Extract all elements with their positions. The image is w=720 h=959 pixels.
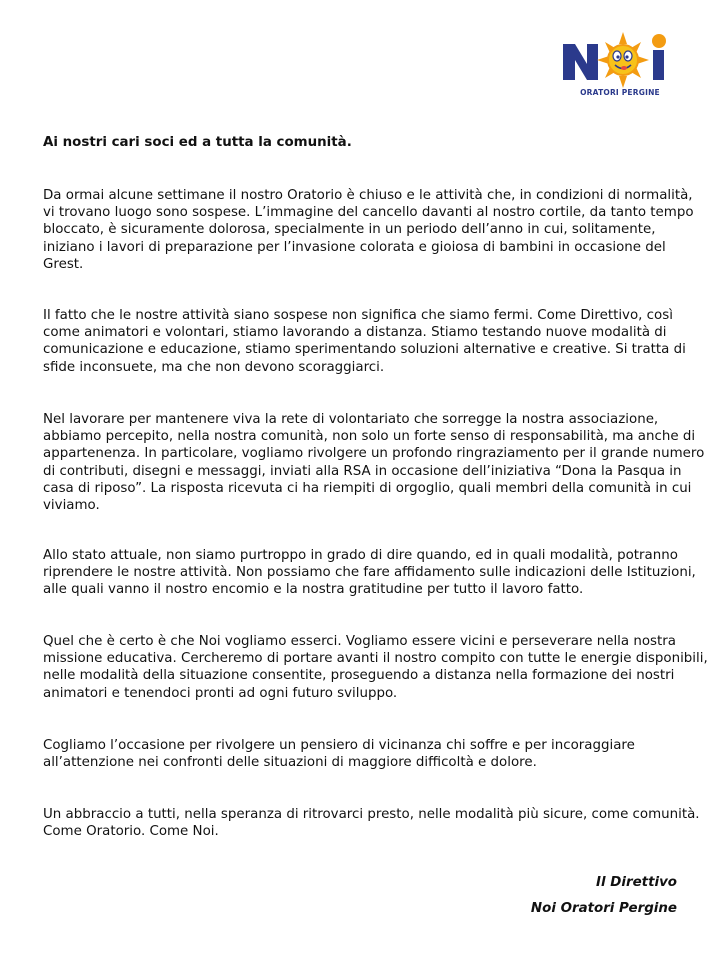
noi-oratori-logo xyxy=(561,30,679,102)
text-line: iniziano i lavori di preparazione per l’invasione colorata e gioiosa di bambini in occasione del xyxy=(43,239,666,255)
paragraph-6 xyxy=(43,737,693,771)
text-line: appartenenza. In particolare, vogliamo rivolgere un profondo ringraziamento per il grande numero xyxy=(43,446,705,462)
signature-organization: Noi Oratori Pergine xyxy=(530,901,677,916)
text-line: casa di riposo”. La risposta ricevuta ci ha riempiti di orgoglio, quali membri della comunità in cui xyxy=(43,480,692,496)
text-line: alle quali vanno il nostro encomio e la nostra gratitudine per tutto il lavoro fatto. xyxy=(43,582,584,598)
text-line: riprendere le nostre attività. Non possiamo che fare affidamento sulle indicazioni delle Istituzioni, xyxy=(43,565,696,581)
paragraph-2 xyxy=(43,307,693,376)
text-line: Da ormai alcune settimane il nostro Oratorio è chiuso e le attività che, in condizioni di normalità, xyxy=(43,188,693,203)
text-line: Come Oratorio. Come Noi. xyxy=(43,824,219,840)
paragraph-7 xyxy=(43,806,700,840)
text-line: viviamo. xyxy=(43,498,100,514)
paragraph-4 xyxy=(43,547,696,599)
text-line: vi trovano luogo sono sospese. L’immagine del cancello davanti al nostro cortile, da tanto tempo xyxy=(43,205,694,221)
text-line: Quel che è certo è che Noi vogliamo esserci. Vogliamo essere vicini e perseverare nella nostra xyxy=(43,634,676,649)
noi-logo-mark xyxy=(561,30,679,88)
text-line: bloccato, è sicuramente dolorosa, specialmente in un periodo dell’anno in cui, solitamente, xyxy=(43,222,656,238)
text-line: Allo stato attuale, non siamo purtroppo in grado di dire quando, ed in quali modalità, potranno xyxy=(43,548,678,563)
logo-caption: ORATORI PERGINE xyxy=(580,88,660,97)
paragraph-1 xyxy=(43,187,693,273)
text-line: Grest. xyxy=(43,256,84,272)
text-line: Un abbraccio a tutti, nella speranza di ritrovarci presto, nelle modalità più sicure, come comunità. xyxy=(43,807,700,822)
text-line: Nel lavorare per mantenere viva la rete di volontariato che sorregge la nostra associazione, xyxy=(43,412,659,427)
text-line: nelle modalità della situazione consentite, proseguendo a distanza nella formazione dei nostri xyxy=(43,668,675,684)
text-line: sfide inconsuete, ma che non devono scoraggiarci. xyxy=(43,359,385,375)
paragraph-5 xyxy=(43,633,708,702)
signature-committee: Il Direttivo xyxy=(596,875,677,890)
text-line: Il fatto che le nostre attività siano sospese non significa che siamo fermi. Come Direttivo, così xyxy=(43,308,673,323)
text-line: come animatori e volontari, stiamo lavorando a distanza. Stiamo testando nuove modalità di xyxy=(43,325,667,341)
text-line: abbiamo percepito, nella nostra comunità, non solo un forte senso di responsabilità, ma anche di xyxy=(43,429,696,445)
text-line: all’attenzione nei confronti delle situazioni di maggiore difficoltà e dolore. xyxy=(43,755,537,771)
text-line: comunicazione e educazione, stiamo sperimentando soluzioni alternative e creative. Si tratta di xyxy=(43,342,686,358)
paragraph-3 xyxy=(43,411,705,514)
text-line: missione educativa. Cercheremo di portare avanti il nostro compito con tutte le energie disponibili, xyxy=(43,651,708,667)
text-line: animatori e tenendoci pronti ad ogni futuro sviluppo. xyxy=(43,685,398,701)
text-line: di contributi, disegni e messaggi, inviati alla RSA in occasione dell’iniziativa “Dona la Pasqua in xyxy=(43,463,682,479)
text-line: Cogliamo l’occasione per rivolgere un pensiero di vicinanza chi soffre e per incoraggiare xyxy=(43,738,635,753)
letter-greeting: Ai nostri cari soci ed a tutta la comunità. xyxy=(43,135,352,150)
